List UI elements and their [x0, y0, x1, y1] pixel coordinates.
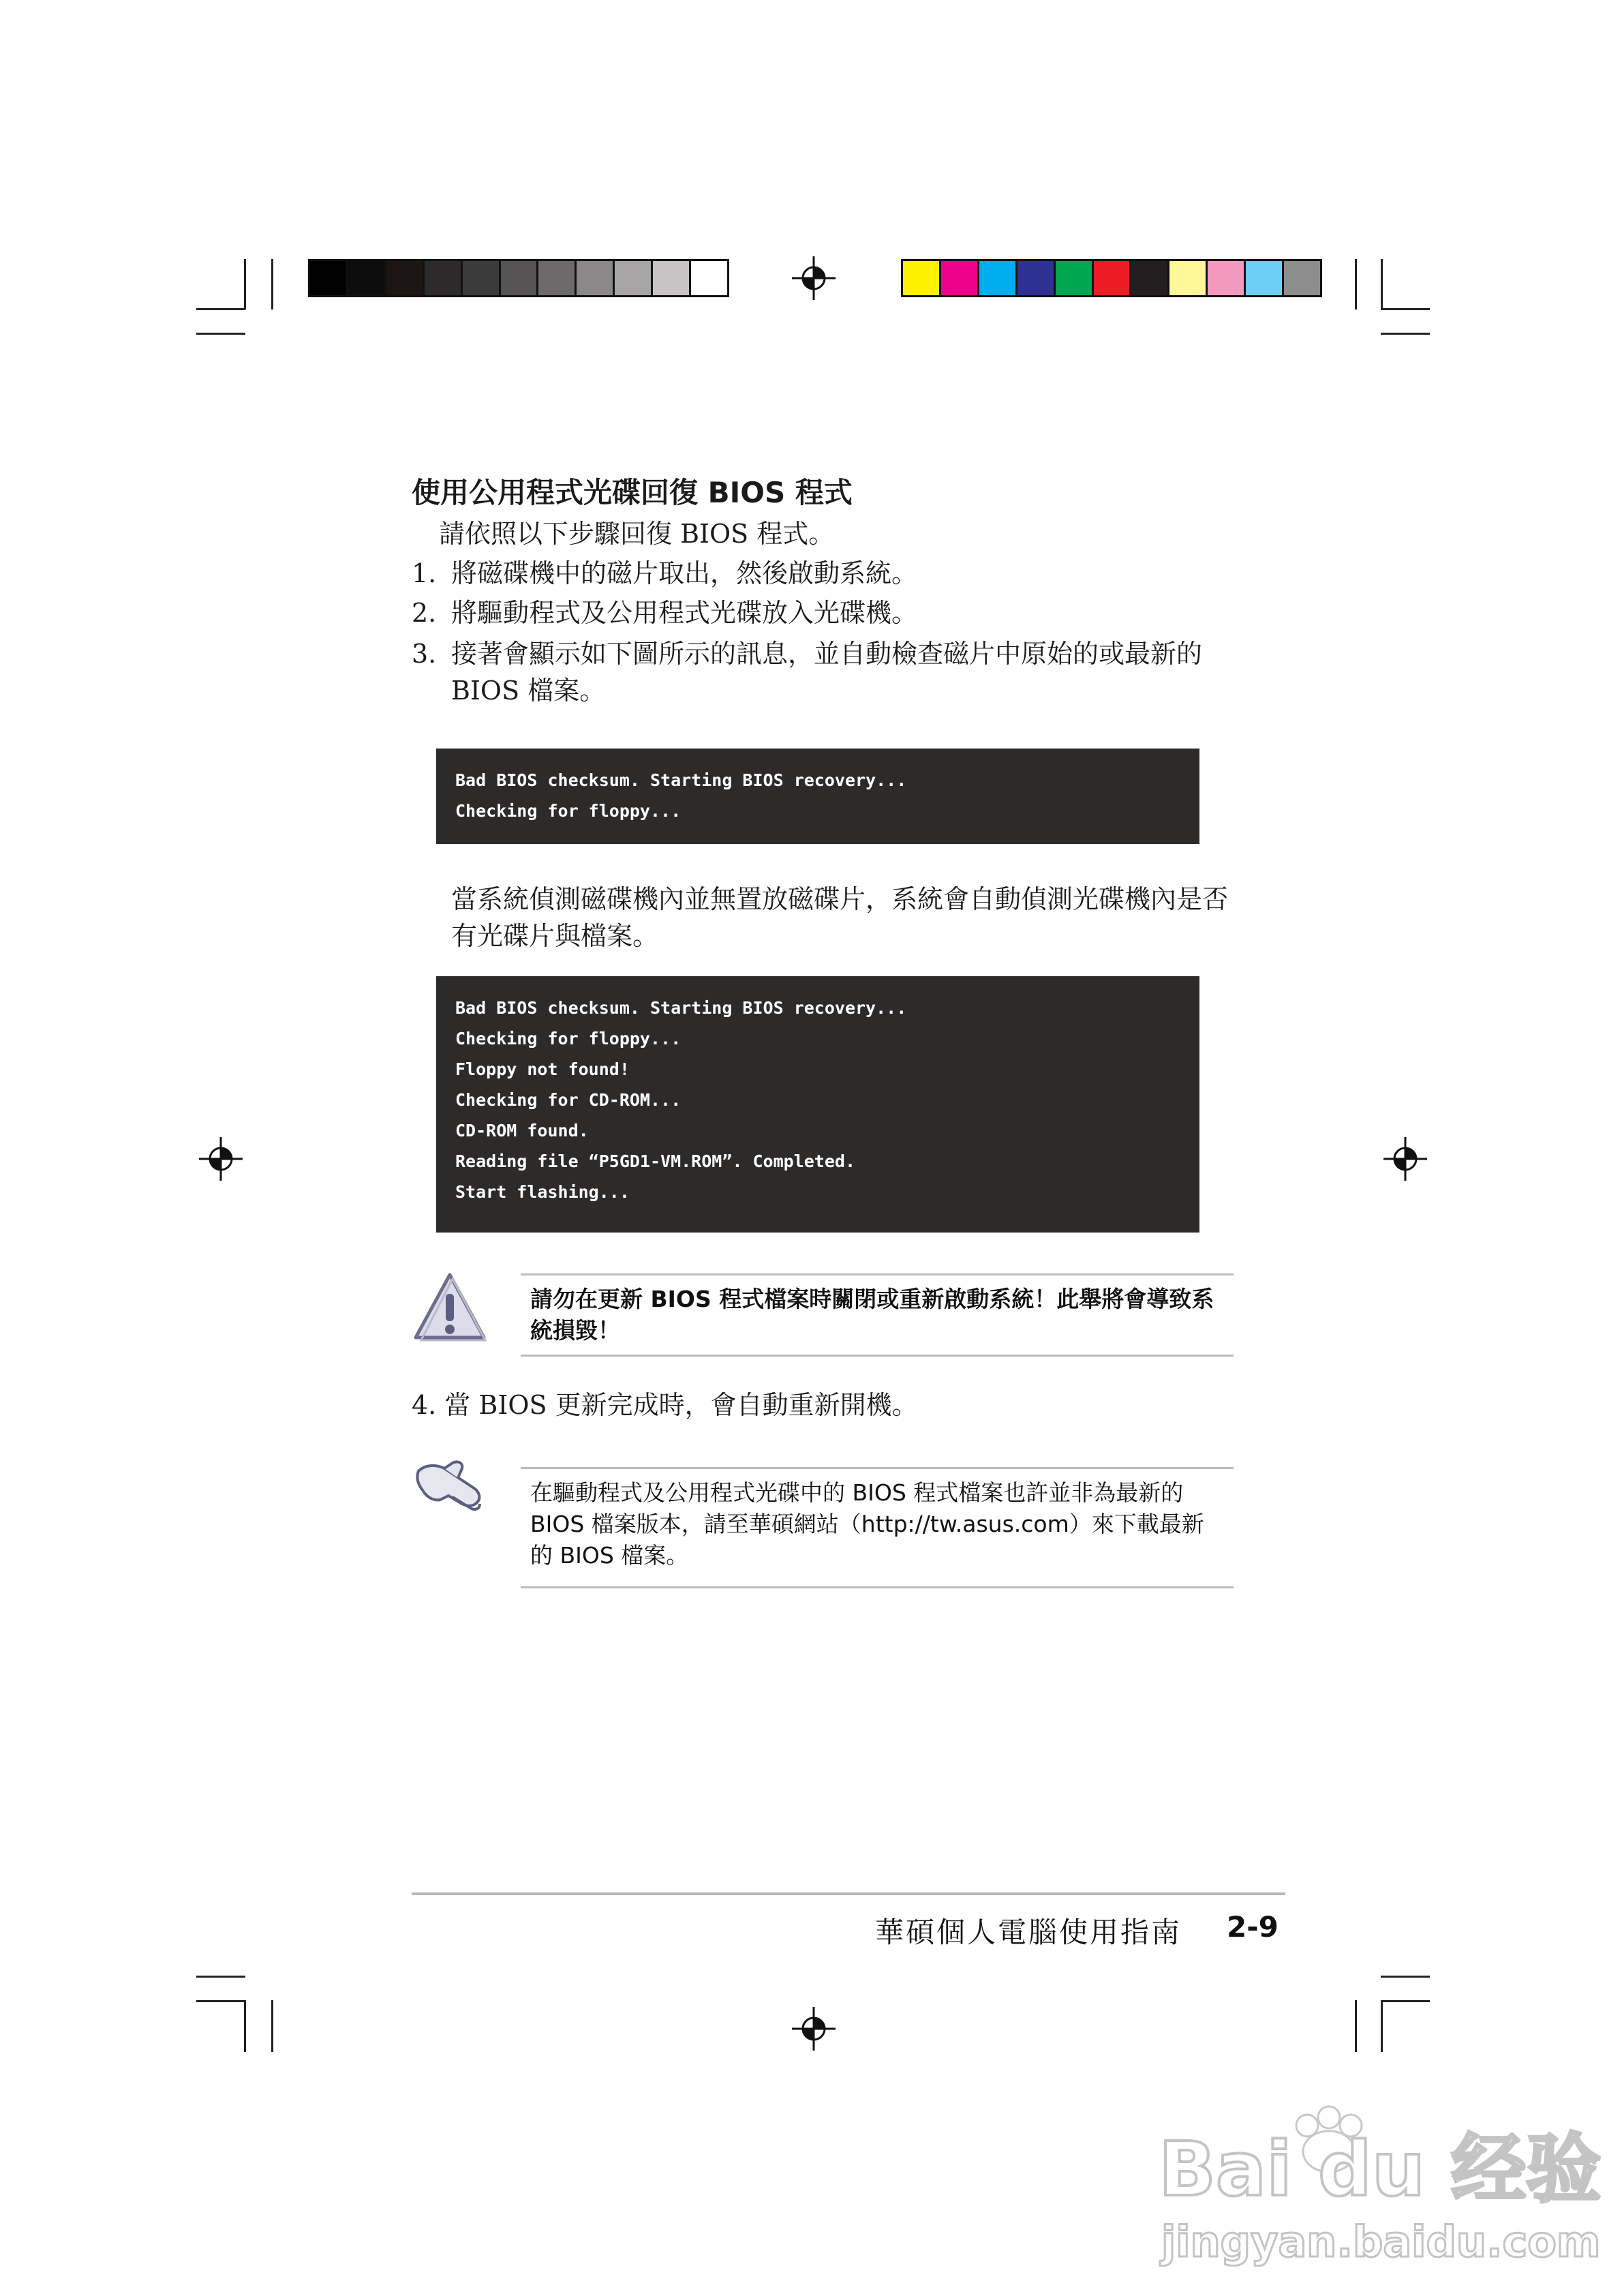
color-swatch	[310, 261, 348, 295]
color-swatch	[903, 261, 941, 295]
crop-mark	[271, 259, 273, 309]
screen-line: Bad BIOS checksum. Starting BIOS recovery...	[455, 770, 907, 790]
footer-rule	[412, 1892, 1285, 1895]
watermark-url: jingyan.baidu.com	[1161, 2217, 1601, 2267]
screen-line: Bad BIOS checksum. Starting BIOS recovery...	[455, 998, 907, 1018]
screen-line: Start flashing...	[455, 1182, 630, 1202]
explain-text: 當系統偵測磁碟機內並無置放磁碟片，系統會自動偵測光碟機內是否有光碟片與檔案。	[451, 884, 1229, 951]
color-swatch	[691, 261, 727, 295]
step-2	[412, 594, 1243, 631]
screen-line: Reading file “P5GD1-VM.ROM”. Completed.	[455, 1151, 855, 1171]
step-text: 將驅動程式及公用程式光碟放入光碟機。	[451, 598, 918, 628]
crop-mark	[271, 2000, 273, 2052]
color-swatch	[348, 261, 386, 295]
page-number: 2-9	[1227, 1910, 1279, 1944]
step-1	[412, 555, 1243, 592]
screen-line: Checking for floppy...	[455, 1029, 682, 1048]
color-swatch	[653, 261, 691, 295]
registration-target-icon	[1383, 1137, 1427, 1181]
crop-mark	[1355, 259, 1357, 309]
note-box	[521, 1467, 1234, 1588]
step-number: 2.	[412, 598, 437, 628]
color-swatch	[386, 261, 425, 295]
intro-text: 請依照以下步驟回復 BIOS 程式。	[439, 519, 835, 549]
screen-line: Checking for floppy...	[455, 801, 682, 821]
color-swatch	[463, 261, 501, 295]
color-swatch	[425, 261, 463, 295]
note-text: 在驅動程式及公用程式光碟中的 BIOS 程式檔案也許並非為最新的 BIOS 檔案版本，請至華碩網站（http://tw.asus.com）來下載最新的 BIOS 檔案。	[530, 1479, 1204, 1569]
grayscale-calibration-bar	[308, 259, 729, 297]
baidu-jingyan-watermark	[1159, 2086, 1602, 2277]
warning-box	[521, 1273, 1234, 1357]
color-swatch	[1094, 261, 1132, 295]
screen-line: CD-ROM found.	[455, 1121, 589, 1141]
color-swatch	[577, 261, 615, 295]
watermark-brand: Bai du 经验	[1159, 2126, 1602, 2213]
step-text: 接著會顯示如下圖所示的訊息，並自動檢查磁片中原始的或最新的 BIOS 檔案。	[451, 639, 1203, 706]
color-swatch	[1131, 261, 1169, 295]
crop-mark	[196, 308, 245, 310]
crop-mark	[1381, 1976, 1430, 1978]
step-4: 4. 當 BIOS 更新完成時，會自動重新開機。	[412, 1390, 918, 1420]
crop-mark	[1381, 308, 1430, 310]
color-swatch	[538, 261, 577, 295]
color-swatch	[1208, 261, 1246, 295]
footer-title: 華碩個人電腦使用指南	[875, 1916, 1182, 1949]
crop-mark	[1381, 2000, 1383, 2052]
crop-mark	[196, 333, 245, 335]
color-swatch	[1284, 261, 1320, 295]
registration-target-icon	[792, 256, 836, 300]
color-calibration-bar	[901, 259, 1322, 297]
warning-icon	[412, 1271, 488, 1344]
bios-screen-1	[436, 749, 1199, 844]
color-swatch	[1169, 261, 1208, 295]
crop-mark	[1381, 333, 1430, 335]
note-hand-icon	[413, 1459, 488, 1517]
screen-line: Checking for CD-ROM...	[455, 1090, 682, 1110]
color-swatch	[1246, 261, 1284, 295]
crop-mark	[244, 2000, 246, 2052]
crop-mark	[1355, 2000, 1357, 2052]
registration-target-icon	[792, 2007, 836, 2051]
color-swatch	[979, 261, 1017, 295]
warning-text: 請勿在更新 BIOS 程式檔案時關閉或重新啟動系統！此舉將會導致系統損毀！	[530, 1286, 1214, 1344]
registration-target-icon	[199, 1137, 243, 1181]
color-swatch	[615, 261, 653, 295]
color-swatch	[1056, 261, 1094, 295]
step-3	[412, 635, 1243, 709]
screen-line: Floppy not found!	[455, 1059, 630, 1079]
step-number: 3.	[412, 639, 437, 669]
crop-mark	[196, 1976, 245, 1978]
crop-mark	[244, 259, 246, 309]
section-heading: 使用公用程式光碟回復 BIOS 程式	[412, 476, 853, 509]
crop-mark	[196, 2000, 245, 2002]
color-swatch	[1017, 261, 1056, 295]
color-swatch	[941, 261, 979, 295]
color-swatch	[501, 261, 539, 295]
bios-screen-2	[436, 976, 1199, 1233]
crop-mark	[1381, 2000, 1430, 2002]
step-number: 1.	[412, 558, 437, 588]
crop-mark	[1381, 259, 1383, 309]
step-text: 將磁碟機中的磁片取出，然後啟動系統。	[451, 558, 918, 588]
